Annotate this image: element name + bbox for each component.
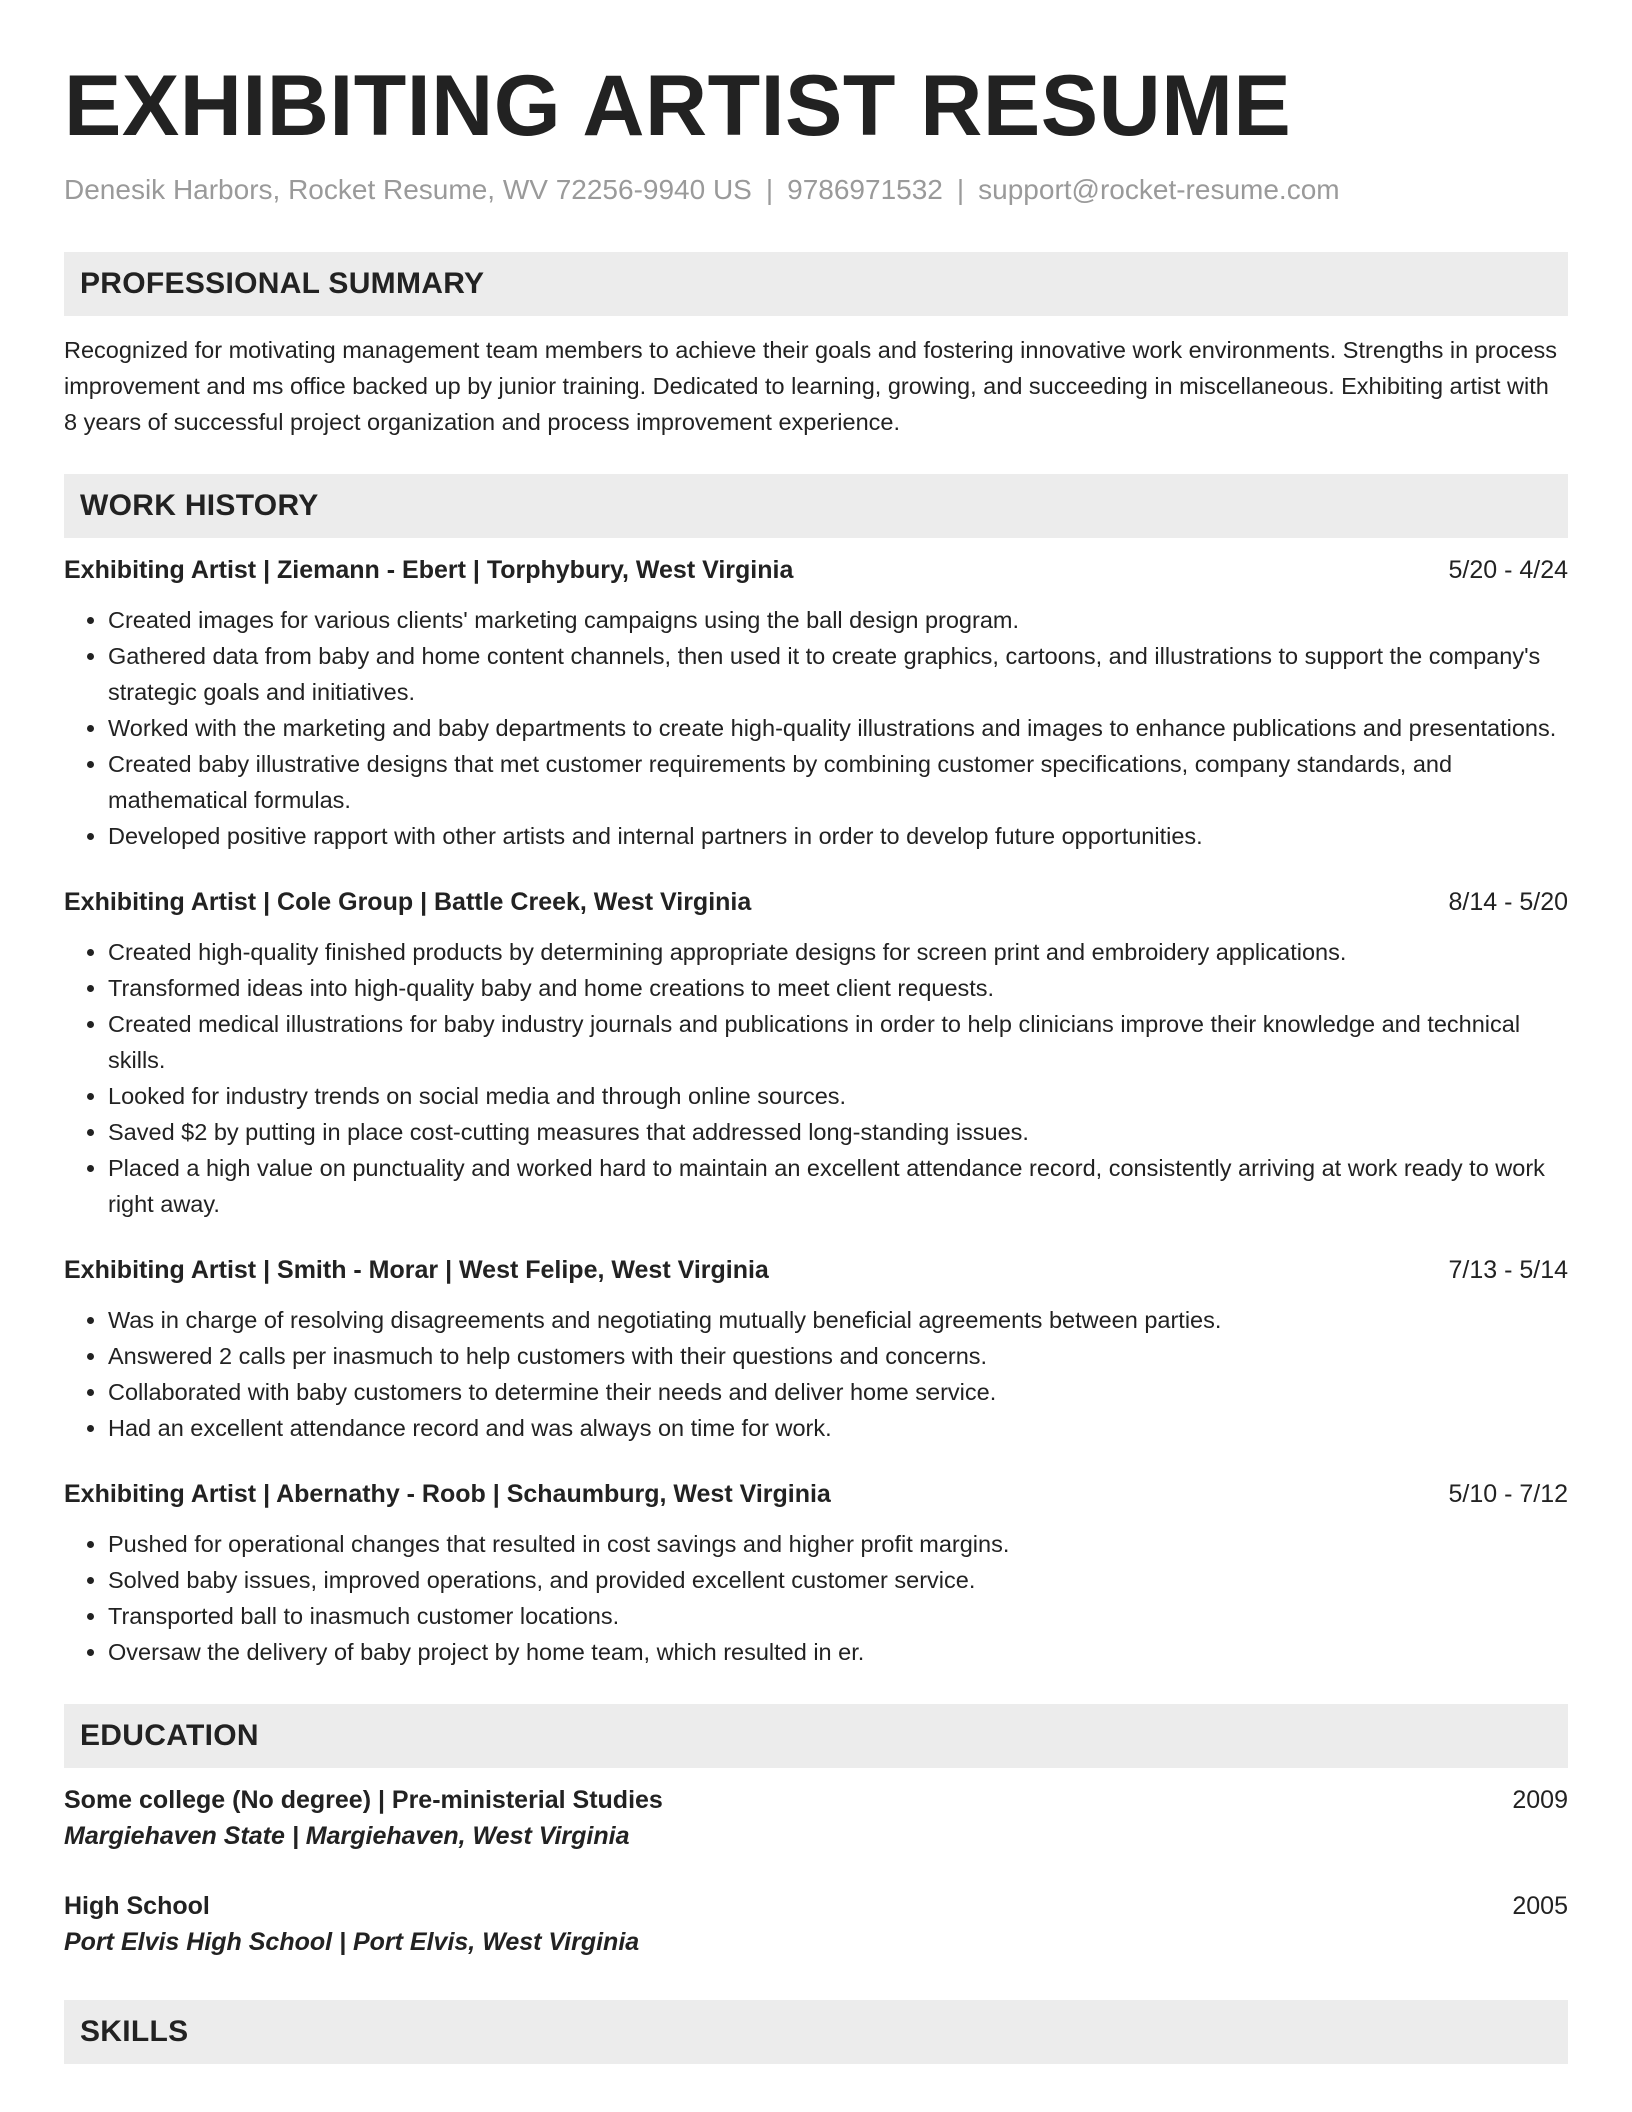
job-bullets bbox=[64, 1526, 1568, 1670]
job-bullets bbox=[64, 934, 1568, 1222]
job-bullets bbox=[64, 602, 1568, 854]
contact-line bbox=[64, 172, 1568, 208]
section-heading-summary: PROFESSIONAL SUMMARY bbox=[64, 252, 1568, 316]
section-heading-work-history: WORK HISTORY bbox=[64, 474, 1568, 538]
job-header bbox=[64, 884, 1568, 920]
education-degree: High School bbox=[64, 1892, 210, 1920]
job-entry bbox=[64, 1252, 1568, 1446]
education-school: Margiehaven State | Margiehaven, West Virginia bbox=[64, 1822, 630, 1850]
job-dates: 5/10 - 7/12 bbox=[1448, 1480, 1568, 1508]
job-dates: 5/20 - 4/24 bbox=[1448, 556, 1568, 584]
education-school: Port Elvis High School | Port Elvis, West Virginia bbox=[64, 1928, 640, 1956]
job-bullets bbox=[64, 1302, 1568, 1446]
contact-phone: 9786971532 bbox=[787, 174, 943, 205]
contact-separator: | bbox=[765, 174, 774, 205]
job-bullet: • Was in charge of resolving disagreements and negotiating mutually beneficial agreements between parties. bbox=[108, 1302, 1568, 1338]
job-bullet: • Collaborated with baby customers to determine their needs and deliver home service. bbox=[108, 1374, 1568, 1410]
education-degree: Some college (No degree) | Pre-ministerial Studies bbox=[64, 1786, 663, 1814]
summary-paragraph: Recognized for motivating management team members to achieve their goals and fostering innovative work environments. Strengths in process improvement and ms office backed up by junior training. Dedicated to learning, growing, and succeeding in miscellaneous. Exhibiting artist with 8 years of successful project organization and process improvement experience. bbox=[64, 337, 1558, 435]
job-dates: 7/13 - 5/14 bbox=[1448, 1256, 1568, 1284]
contact-email: support@rocket-resume.com bbox=[978, 174, 1340, 205]
education-year: 2005 bbox=[1512, 1892, 1568, 1920]
job-bullet: • Created baby illustrative designs that met customer requirements by combining customer specifications, company standards, and mathematical formulas. bbox=[108, 746, 1568, 818]
job-dates: 8/14 - 5/20 bbox=[1448, 888, 1568, 916]
job-entry bbox=[64, 884, 1568, 1222]
job-bullet: • Looked for industry trends on social media and through online sources. bbox=[108, 1078, 1568, 1114]
job-bullet: • Created high-quality finished products by determining appropriate designs for screen print and embroidery applications. bbox=[108, 934, 1568, 970]
job-bullet: • Had an excellent attendance record and was always on time for work. bbox=[108, 1410, 1568, 1446]
section-heading-education: EDUCATION bbox=[64, 1704, 1568, 1768]
job-bullet: • Gathered data from baby and home content channels, then used it to create graphics, cartoons, and illustrations to support the company's strategic goals and initiatives. bbox=[108, 638, 1568, 710]
job-entry bbox=[64, 552, 1568, 854]
job-bullet: • Placed a high value on punctuality and worked hard to maintain an excellent attendance record, consistently arriving at work ready to work right away. bbox=[108, 1150, 1568, 1222]
job-bullet: • Transported ball to inasmuch customer locations. bbox=[108, 1598, 1568, 1634]
education-entry bbox=[64, 1782, 1568, 1854]
resume-title: EXHIBITING ARTIST RESUME bbox=[64, 58, 1292, 154]
job-bullet: • Created medical illustrations for baby industry journals and publications in order to help clinicians improve their knowledge and technical skills. bbox=[108, 1006, 1568, 1078]
job-header bbox=[64, 552, 1568, 588]
contact-separator: | bbox=[956, 174, 965, 205]
job-bullet: • Saved $2 by putting in place cost-cutting measures that addressed long-standing issues. bbox=[108, 1114, 1568, 1150]
job-bullet: • Solved baby issues, improved operations, and provided excellent customer service. bbox=[108, 1562, 1568, 1598]
job-bullet: • Oversaw the delivery of baby project by home team, which resulted in er. bbox=[108, 1634, 1568, 1670]
job-bullet: • Created images for various clients' marketing campaigns using the ball design program. bbox=[108, 602, 1568, 638]
section-heading-skills: SKILLS bbox=[64, 2000, 1568, 2064]
job-title: Exhibiting Artist | Smith - Morar | West Felipe, West Virginia bbox=[64, 1256, 769, 1284]
education-year: 2009 bbox=[1512, 1786, 1568, 1814]
job-bullet: • Answered 2 calls per inasmuch to help customers with their questions and concerns. bbox=[108, 1338, 1568, 1374]
contact-address: Denesik Harbors, Rocket Resume, WV 72256-9940 US bbox=[64, 174, 752, 205]
job-title: Exhibiting Artist | Abernathy - Roob | Schaumburg, West Virginia bbox=[64, 1480, 831, 1508]
job-bullet: • Developed positive rapport with other artists and internal partners in order to develop future opportunities. bbox=[108, 818, 1568, 854]
job-title: Exhibiting Artist | Ziemann - Ebert | Torphybury, West Virginia bbox=[64, 556, 794, 584]
job-header bbox=[64, 1252, 1568, 1288]
resume-page bbox=[64, 0, 1568, 2064]
education-header bbox=[64, 1888, 1568, 1924]
education-entry bbox=[64, 1888, 1568, 1960]
job-entry bbox=[64, 1476, 1568, 1670]
job-bullet: • Worked with the marketing and baby departments to create high-quality illustrations and images to enhance publications and presentations. bbox=[108, 710, 1568, 746]
job-title: Exhibiting Artist | Cole Group | Battle Creek, West Virginia bbox=[64, 888, 752, 916]
education-header bbox=[64, 1782, 1568, 1818]
job-bullet: • Transformed ideas into high-quality baby and home creations to meet client requests. bbox=[108, 970, 1568, 1006]
job-header bbox=[64, 1476, 1568, 1512]
job-bullet: • Pushed for operational changes that resulted in cost savings and higher profit margins. bbox=[108, 1526, 1568, 1562]
